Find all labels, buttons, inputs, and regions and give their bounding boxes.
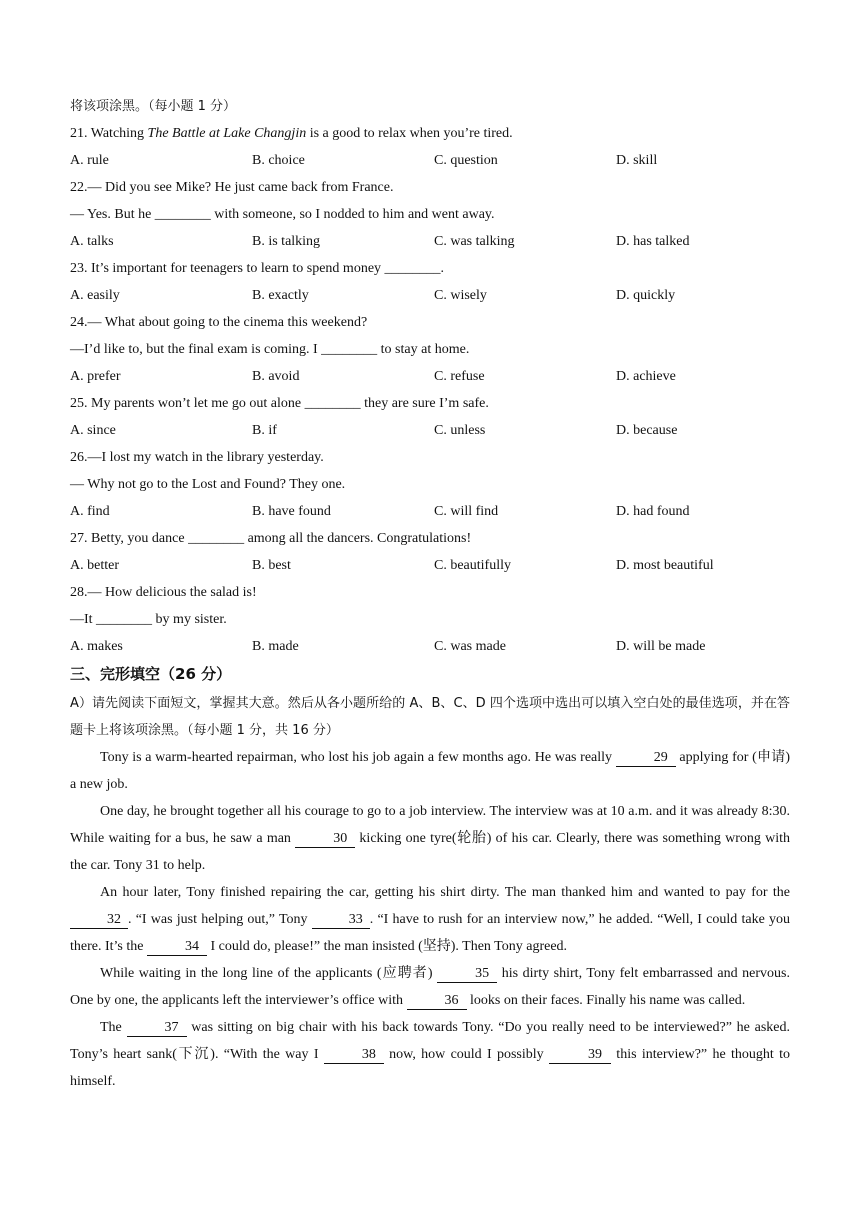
question-25-stem: 25. My parents won’t let me go out alone ________ they are sure I’m safe. xyxy=(70,396,489,411)
option-d[interactable]: D. most beautiful xyxy=(616,558,714,573)
option-a[interactable]: A. makes xyxy=(70,639,123,654)
blank-39[interactable]: 39 xyxy=(549,1046,611,1064)
option-b[interactable]: B. made xyxy=(252,639,299,654)
option-d[interactable]: D. quickly xyxy=(616,288,676,303)
option-c[interactable]: C. question xyxy=(434,153,498,168)
option-a[interactable]: A. rule xyxy=(70,153,109,168)
question-25-options xyxy=(70,420,790,447)
option-b[interactable]: B. best xyxy=(252,558,291,573)
question-24-line2: —I’d like to, but the final exam is coming. I ________ to stay at home. xyxy=(70,342,470,357)
option-d[interactable]: D. achieve xyxy=(616,369,676,384)
question-28-line2: —It ________ by my sister. xyxy=(70,612,227,627)
question-27-options xyxy=(70,555,790,582)
blank-32[interactable]: 32 xyxy=(70,911,128,929)
passage-paragraph-5: The 37 was sitting on big chair with his back towards Tony. “Do you really need to be interviewed?” he asked. Tony’s heart sank(下沉). “With the way I 38 now, how could I possibly 39 this interview?” he thought to himself. xyxy=(70,1020,790,1089)
passage-paragraph-1: Tony is a warm-hearted repairman, who lost his job again a few months ago. He was really 29 applying for (申请) a new job. xyxy=(70,750,790,792)
blank-29[interactable]: 29 xyxy=(616,749,676,767)
option-c[interactable]: C. refuse xyxy=(434,369,485,384)
option-a[interactable]: A. since xyxy=(70,423,116,438)
exam-page xyxy=(70,96,790,1095)
question-22-line2: — Yes. But he ________ with someone, so I nodded to him and went away. xyxy=(70,207,495,222)
question-27-stem: 27. Betty, you dance ________ among all the dancers. Congratulations! xyxy=(70,531,472,546)
question-23-options xyxy=(70,285,790,312)
blank-37[interactable]: 37 xyxy=(127,1019,187,1037)
question-21-options xyxy=(70,150,790,177)
question-22-stem: 22.— Did you see Mike? He just came back from France. xyxy=(70,180,394,195)
blank-36[interactable]: 36 xyxy=(407,992,467,1010)
instruction-tail: 将该项涂黑。（每小题 1 分） xyxy=(70,99,237,114)
option-d[interactable]: D. skill xyxy=(616,153,658,168)
passage-paragraph-4: While waiting in the long line of the applicants (应聘者) 35 his dirty shirt, Tony felt embarrassed and nervous. One by one, the applicants left the interviewer’s office with 36 looks on their faces. Finally his name was called. xyxy=(70,966,790,1008)
question-24-stem: 24.— What about going to the cinema this weekend? xyxy=(70,315,368,330)
question-28-options xyxy=(70,636,790,663)
section-instruction: A）请先阅读下面短文，掌握其大意。然后从各小题所给的 A、B、C、D 四个选项中选出可以填入空白处的最佳选项，并在答题卡上将该项涂黑。（每小题 1 分，共 16 分） xyxy=(70,696,790,738)
passage-paragraph-2: One day, he brought together all his courage to go to a job interview. The interview was at 10 a.m. and it was already 8:30. While waiting for a bus, he saw a man 30 kicking one tyre(轮胎) of his car. Clearly, there was something wrong with the car. Tony 31 to help. xyxy=(70,804,790,873)
option-a[interactable]: A. find xyxy=(70,504,110,519)
section-heading: 三、完形填空（26 分） xyxy=(70,665,232,683)
blank-34[interactable]: 34 xyxy=(147,938,207,956)
option-c[interactable]: C. beautifully xyxy=(434,558,511,573)
question-24-options xyxy=(70,366,790,393)
question-23-stem: 23. It’s important for teenagers to learn to spend money ________. xyxy=(70,261,445,276)
option-d[interactable]: D. will be made xyxy=(616,639,706,654)
option-d[interactable]: D. because xyxy=(616,423,678,438)
option-a[interactable]: A. easily xyxy=(70,288,120,303)
option-c[interactable]: C. unless xyxy=(434,423,486,438)
blank-35[interactable]: 35 xyxy=(437,965,497,983)
option-b[interactable]: B. exactly xyxy=(252,288,309,303)
option-b[interactable]: B. is talking xyxy=(252,234,321,249)
option-a[interactable]: A. talks xyxy=(70,234,114,249)
question-21-stem: 21. Watching The Battle at Lake Changjin is a good to relax when you’re tired. xyxy=(70,126,513,141)
option-b[interactable]: B. avoid xyxy=(252,369,300,384)
option-a[interactable]: A. better xyxy=(70,558,119,573)
blank-38[interactable]: 38 xyxy=(324,1046,384,1064)
blank-30[interactable]: 30 xyxy=(295,830,355,848)
question-22-options xyxy=(70,231,790,258)
question-26-line2: — Why not go to the Lost and Found? They one. xyxy=(70,477,346,492)
option-b[interactable]: B. have found xyxy=(252,504,331,519)
option-c[interactable]: C. was made xyxy=(434,639,506,654)
blank-33[interactable]: 33 xyxy=(312,911,370,929)
option-d[interactable]: D. has talked xyxy=(616,234,690,249)
option-b[interactable]: B. choice xyxy=(252,153,305,168)
option-c[interactable]: C. wisely xyxy=(434,288,487,303)
question-26-stem: 26.—I lost my watch in the library yesterday. xyxy=(70,450,324,465)
option-d[interactable]: D. had found xyxy=(616,504,690,519)
question-26-options xyxy=(70,501,790,528)
option-a[interactable]: A. prefer xyxy=(70,369,121,384)
option-c[interactable]: C. was talking xyxy=(434,234,515,249)
question-28-stem: 28.— How delicious the salad is! xyxy=(70,585,257,600)
option-c[interactable]: C. will find xyxy=(434,504,499,519)
passage-paragraph-3: An hour later, Tony finished repairing the car, getting his shirt dirty. The man thanked him and wanted to pay for the 32 . “I was just helping out,” Tony 33 . “I have to rush for an interview now,” he added. “Well, I could take you there. It’s the 34 I could do, please!” the man insisted (坚持). Then Tony agreed. xyxy=(70,885,791,954)
option-b[interactable]: B. if xyxy=(252,423,277,438)
